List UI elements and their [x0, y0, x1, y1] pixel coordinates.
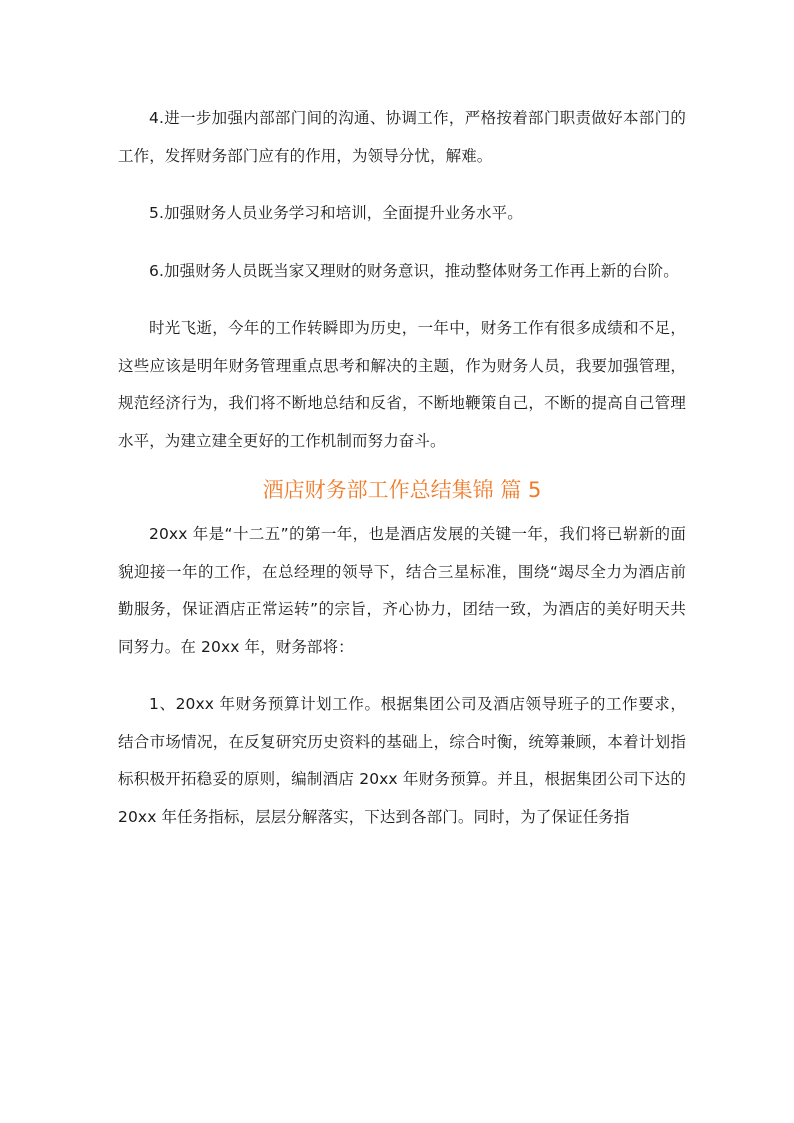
- paragraph-budget: 1、20xx 年财务预算计划工作。根据集团公司及酒店领导班子的工作要求，结合市场情况，在反复研究历史资料的基础上，综合吋衡，统筹兼顾，本着计划指标积极开拓稳妥的原则，编制酒店 20xx 年财务预算。并且，根据集团公司下达的 20xx 年任务指标，层层分解落实，下达到各部门。同时，为了保证任务指: [118, 695, 686, 826]
- document-page: [118, 100, 686, 836]
- paragraph-item-5: 5.加强财务人员业务学习和培训，全面提升业务水平。: [149, 204, 523, 222]
- paragraph-item-4: 4.进一步加强内部部门间的沟通、协调工作，严格按着部门职责做好本部门的工作，发挥财务部门应有的作用，为领导分忧，解难。: [118, 109, 686, 165]
- section-title: 酒店财务部工作总结集锦 篇 5: [262, 478, 542, 502]
- paragraph-summary: 时光飞逝，今年的工作转瞬即为历史，一年中，财务工作有很多成绩和不足，这些应该是明年财务管理重点思考和解决的主题，作为财务人员，我要加强管理，规范经济行为，我们将不断地总结和反省，不断地鞭策自己，不断的提高自己管理水平，为建立建全更好的工作机制而努力奋斗。: [118, 319, 686, 450]
- paragraph-intro: 20xx 年是“十二五”的第一年，也是酒店发展的关键一年，我们将已崭新的面貌迎接一年的工作，在总经理的领导下，结合三星标准，围绕“竭尽全力为酒店前勤服务，保证酒店正常运转”的宗旨，齐心协力，团结一致，为酒店的美好明天共同努力。在 20xx 年，财务部将：: [118, 525, 686, 656]
- paragraph-item-6: 6.加强财务人员既当家又理财的财务意识，推动整体财务工作再上新的台阶。: [149, 261, 679, 280]
